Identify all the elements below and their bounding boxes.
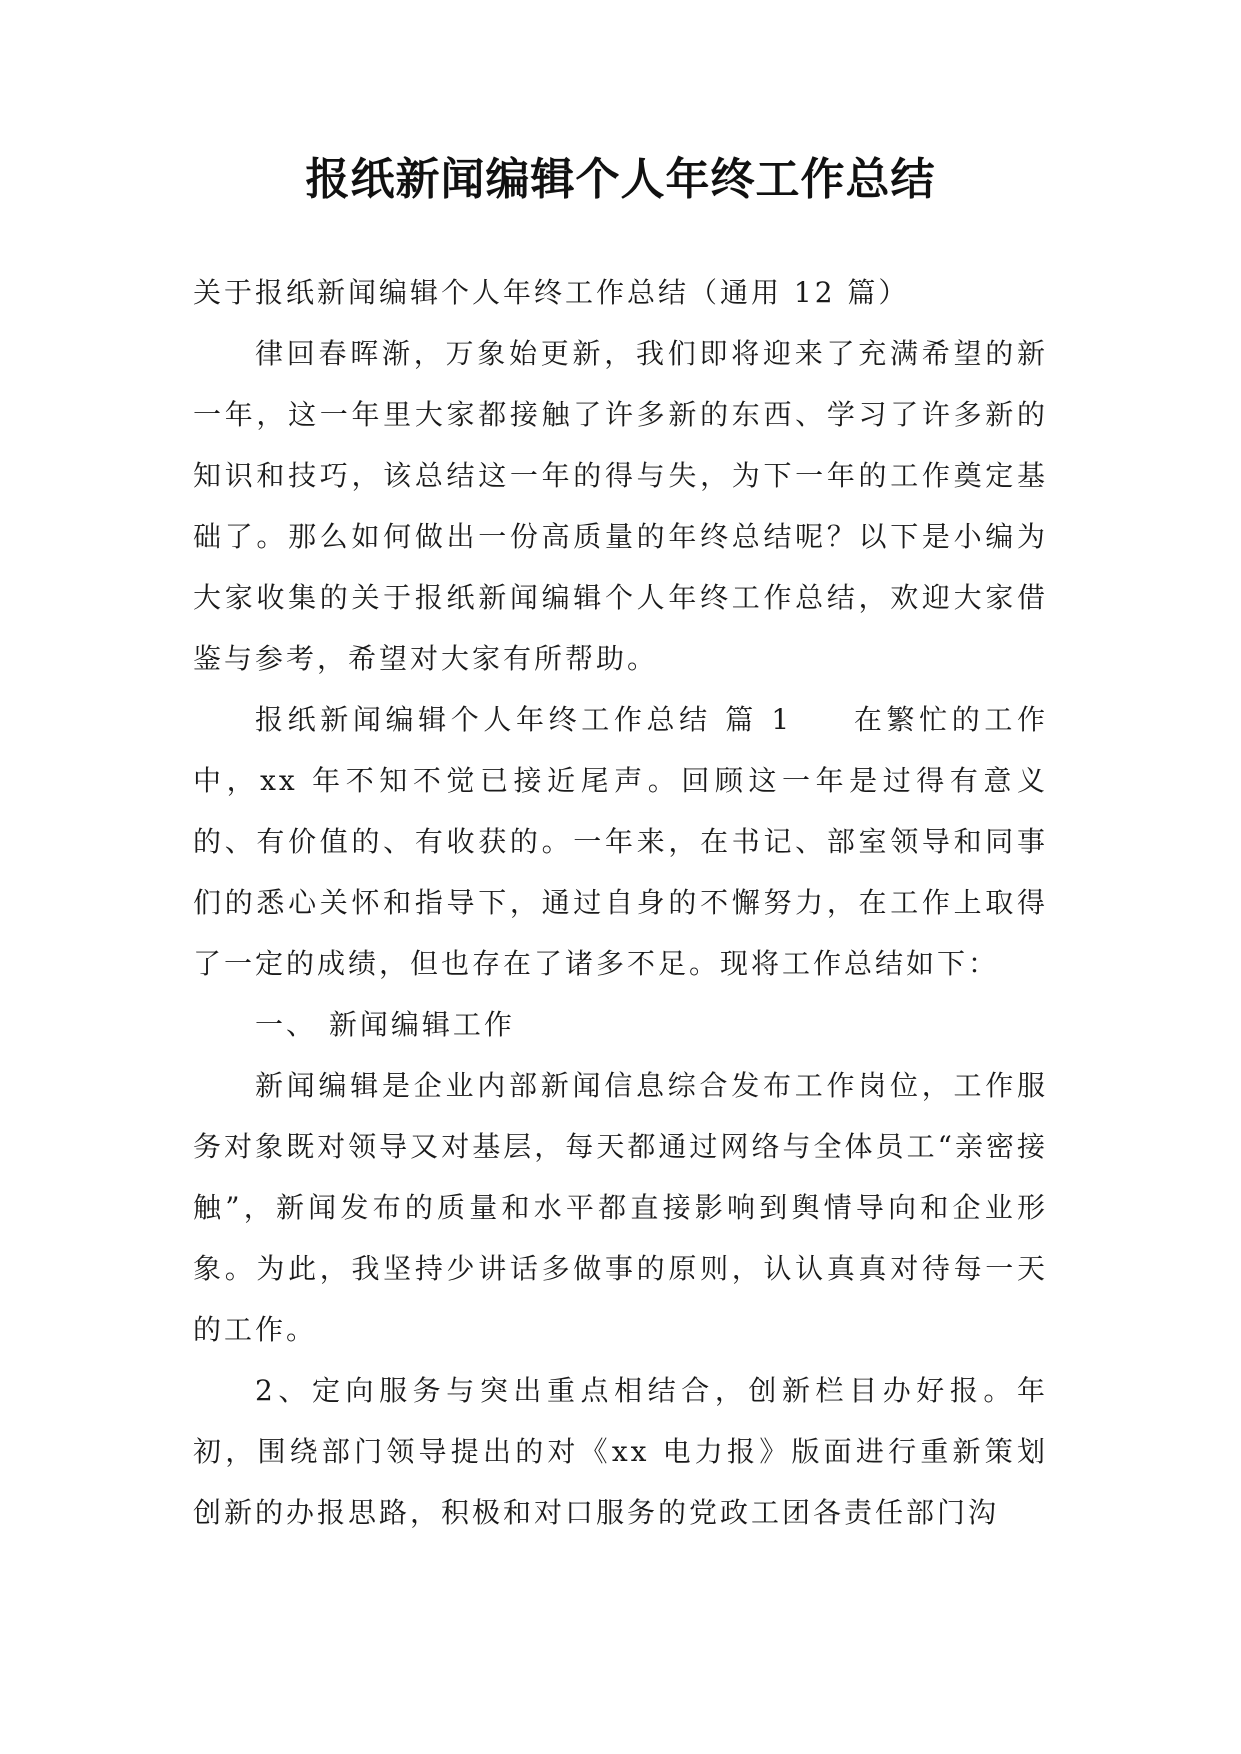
item2-paragraph: 2、定向服务与突出重点相结合，创新栏目办好报。年初，围绕部门领导提出的对《xx 电力报》版面进行重新策划创新的办报思路，积极和对口服务的党政工团各责任部门沟 — [193, 1374, 1048, 1529]
section-lead: 在繁忙的工作中，xx 年不知不觉已接近尾声。回顾这一年是过得有意义的、有价值的、有收获的。一年来，在书记、部室领导和同事们的悉心关怀和指导下，通过自身的不懈努力，在工作上取得了一定的成绩，但也存在了诸多不足。现将工作总结如下： — [193, 703, 1048, 980]
item1-heading: 一、 新闻编辑工作 — [255, 1008, 515, 1041]
section-paragraph — [193, 689, 1048, 994]
item1-paragraph: 新闻编辑是企业内部新闻信息综合发布工作岗位，工作服务对象既对领导又对基层，每天都通过网络与全体员工“亲密接触”，新闻发布的质量和水平都直接影响到舆情导向和企业形象。为此，我坚持少讲话多做事的原则，认认真真对待每一天的工作。 — [193, 1069, 1048, 1346]
document-title: 报纸新闻编辑个人年终工作总结 — [305, 154, 936, 205]
intro-paragraph: 律回春晖渐，万象始更新，我们即将迎来了充满希望的新一年，这一年里大家都接触了许多新的东西、学习了许多新的知识和技巧，该总结这一年的得与失，为下一年的工作奠定基础了。那么如何做出一份高质量的年终总结呢？以下是小编为大家收集的关于报纸新闻编辑个人年终工作总结，欢迎大家借鉴与参考，希望对大家有所帮助。 — [193, 337, 1048, 675]
section-heading: 报纸新闻编辑个人年终工作总结 篇 1 — [255, 703, 793, 736]
document-subtitle: 关于报纸新闻编辑个人年终工作总结（通用 12 篇） — [193, 276, 910, 309]
document-body — [193, 262, 1048, 1543]
